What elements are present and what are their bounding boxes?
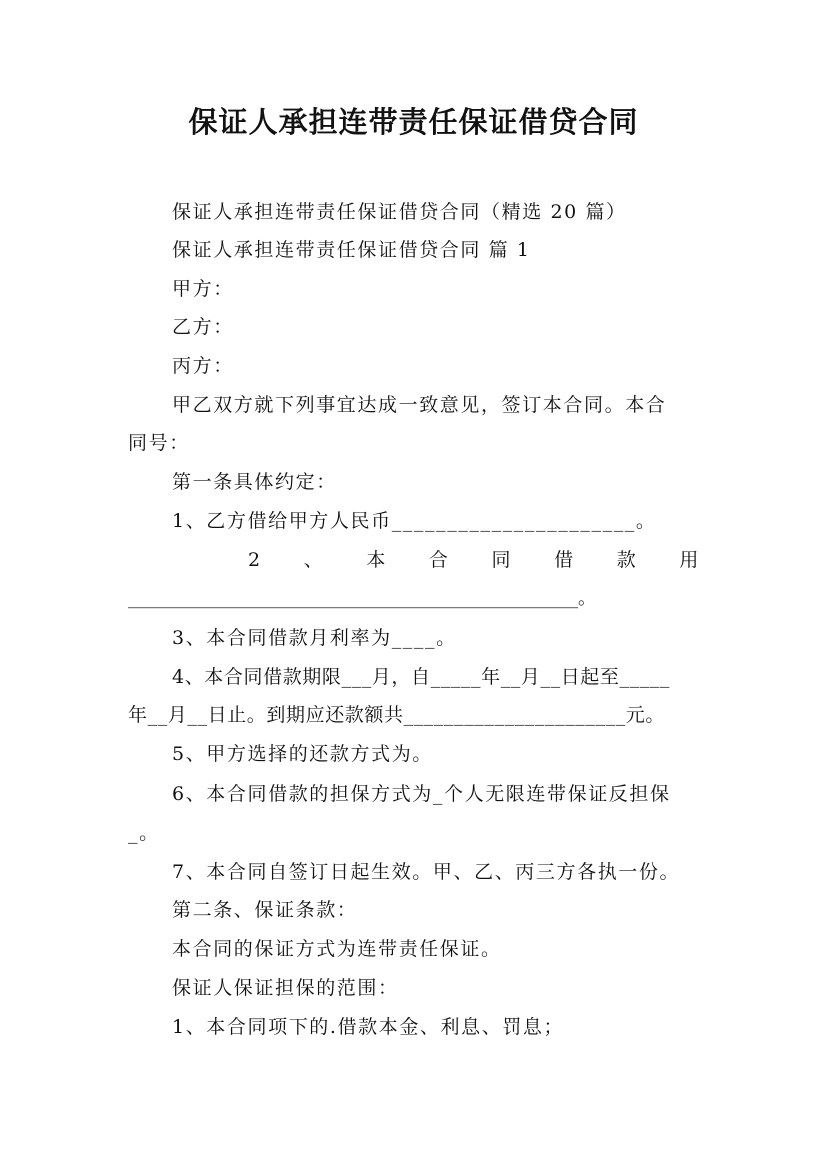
spread-char: 2 bbox=[248, 549, 262, 571]
document-title: 保证人承担连带责任保证借贷合同 bbox=[188, 105, 639, 139]
doc-line-16: 6、本合同借款的担保方式为_个人无限连带保证反担保 bbox=[172, 783, 671, 805]
doc-line-8: 第一条具体约定： bbox=[172, 471, 337, 493]
doc-line-17: _。 bbox=[128, 822, 160, 844]
doc-line-13: 4、本合同借款期限___月，自_____年__月__日起至_____ bbox=[172, 666, 670, 688]
doc-line-21: 保证人保证担保的范围： bbox=[172, 977, 399, 999]
doc-line-19: 第二条、保证条款： bbox=[172, 899, 358, 921]
spread-char: 款 bbox=[616, 549, 638, 571]
spread-char: 合 bbox=[428, 549, 450, 571]
doc-line-4: 乙方： bbox=[172, 316, 234, 338]
doc-line-1: 保证人承担连带责任保证借贷合同（精选 20 篇） bbox=[172, 201, 627, 223]
doc-line-14: 年__月__日止。到期应还款额共______________________元。 bbox=[128, 704, 666, 726]
doc-line-22: 1、本合同项下的.借款本金、利息、罚息； bbox=[172, 1016, 565, 1038]
spread-char: 同 bbox=[491, 549, 513, 571]
spread-char: 本 bbox=[366, 549, 387, 571]
doc-line-11: __________________________________________________。 bbox=[128, 588, 596, 609]
doc-line-5: 丙方： bbox=[172, 355, 234, 377]
spread-char: 借 bbox=[554, 549, 575, 571]
doc-line-2: 保证人承担连带责任保证借贷合同 篇 1 bbox=[172, 239, 531, 261]
doc-line-9: 1、乙方借给甲方人民币______________________。 bbox=[172, 510, 657, 532]
spread-char: 、 bbox=[303, 549, 325, 571]
doc-line-20: 本合同的保证方式为连带责任保证。 bbox=[172, 938, 502, 960]
doc-line-3: 甲方： bbox=[172, 278, 234, 300]
spread-char: 用 bbox=[679, 549, 700, 571]
doc-line-18: 7、本合同自签订日起生效。甲、乙、丙三方各执一份。 bbox=[172, 861, 681, 883]
doc-line-10 bbox=[128, 546, 700, 574]
doc-line-6: 甲乙双方就下列事宜达成一致意见，签订本合同。本合 bbox=[172, 394, 667, 416]
doc-line-15: 5、甲方选择的还款方式为。 bbox=[172, 743, 433, 765]
doc-line-12: 3、本合同借款月利率为____。 bbox=[172, 627, 457, 649]
doc-line-7: 同号： bbox=[128, 432, 190, 454]
